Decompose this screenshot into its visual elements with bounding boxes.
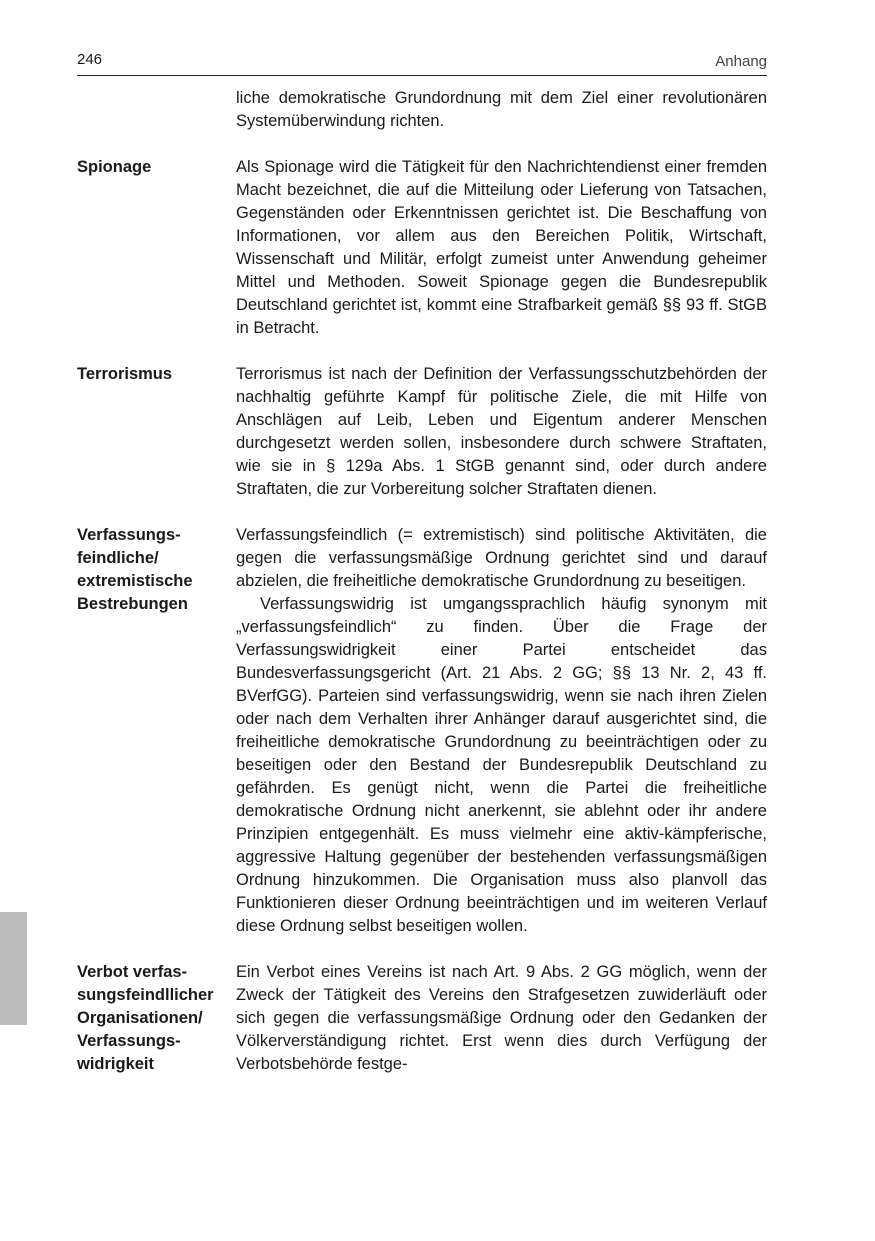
page-header <box>77 50 767 74</box>
continuation-block <box>77 87 767 133</box>
entry-paragraph: Ein Verbot eines Vereins ist nach Art. 9 Abs. 2 GG möglich, wenn der Zweck der Tätigkeit des Vereins den Strafgesetzen zuwiderläuft oder sich gegen die verfassungsmäßige Ordnung oder den Gedanken der Völkerverständigung richtet. Erst wenn dies durch Verfügung der Verbotsbehörde festge- <box>236 963 767 1073</box>
header-rule <box>77 75 767 76</box>
glossary-entry-terrorismus <box>77 363 767 501</box>
glossary-entry-verbot <box>77 961 767 1076</box>
page-number: 246 <box>77 51 103 68</box>
entry-paragraph: Als Spionage wird die Tätigkeit für den Nachrichtendienst einer fremden Macht bezeichnet, die auf die Mitteilung oder Lieferung von Tatsachen, Gegenständen oder Erkenntnissen gerichtet ist. Die Beschaffung von Informationen, vor allem aus den Bereichen Politik, Wirtschaft, Wissenschaft und Militär, erfolgt zumeist unter Anwendung geheimer Mittel und Methoden. Soweit Spionage gegen die Bundesrepublik Deutschland gerichtet ist, kommt eine Strafbarkeit gemäß §§ 93 ff. StGB in Betracht. <box>236 158 767 337</box>
entry-term: Terrorismus <box>77 365 173 383</box>
entry-paragraph: Verfassungsfeindlich (= extremistisch) sind politische Aktivitäten, die gegen die verfassungsmäßige Ordnung gerichtet sind und darauf abzielen, die freiheitliche demokratische Grundordnung zu beseitigen. <box>236 526 767 590</box>
entry-paragraph: Terrorismus ist nach der Definition der Verfassungsschutzbehörden der nachhaltig geführte Kampf für politische Ziele, die mit Hilfe von Anschlägen auf Leib, Leben und Eigentum anderer Menschen durchgesetzt werden sollen, insbesondere durch schwere Straftaten, wie sie in § 129a Abs. 1 StGB genannt sind, oder durch andere Straftaten, die zur Vorbereitung solcher Straftaten dienen. <box>236 365 767 498</box>
glossary-entry-verfassungsfeindliche-bestrebungen <box>77 524 767 938</box>
entry-term: Spionage <box>77 158 152 176</box>
glossary-content <box>77 87 767 1076</box>
entry-term: Verbot verfas- sungsfeindllicher Organisationen/ Verfassungs- widrigkeit <box>77 963 214 1073</box>
entry-term: Verfassungs- feindliche/ extremistische Bestrebungen <box>77 526 193 613</box>
continuation-paragraph: liche demokratische Grundordnung mit dem Ziel einer revolutionären Systemüberwindung richten. <box>236 89 767 130</box>
running-head: Anhang <box>715 53 767 70</box>
glossary-entry-spionage <box>77 156 767 340</box>
entry-paragraph: Verfassungswidrig ist umgangssprachlich häufig synonym mit „verfassungsfeindlich“ zu finden. Über die Frage der Verfassungswidrigkeit einer Partei entscheidet das Bundesverfassungsgericht (Art. 21 Abs. 2 GG; §§ 13 Nr. 2, 43 ff. BVerfGG). Parteien sind verfassungswidrig, wenn sie nach ihren Zielen oder nach dem Verhalten ihrer Anhänger darauf ausgerichtet sind, die freiheitliche demokratische Grundordnung zu beeinträchtigen oder zu beseitigen oder den Bestand der Bundesrepublik Deutschland zu gefährden. Es genügt nicht, wenn die Partei die freiheitliche demokratische Ordnung nicht anerkennt, sie ablehnt oder ihr andere Prinzipien entgegenhält. Es muss vielmehr eine aktiv-kämpferische, aggressive Haltung gegenüber der bestehenden verfassungsmäßigen Ordnung hinzukommen. Die Organisation muss also planvoll das Funktionieren dieser Ordnung beeinträchtigen und im weiteren Verlauf diese Ordnung selbst beseitigen wollen. <box>236 595 767 935</box>
thumb-index-tab <box>0 912 27 1025</box>
